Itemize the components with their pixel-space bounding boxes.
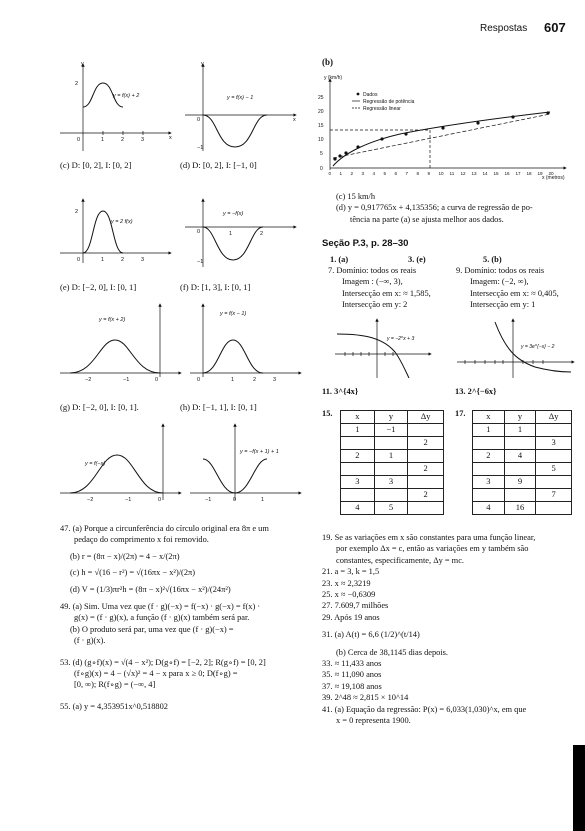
ans-49a-1: 49. (a) Sim. Uma vez que (f · g)(−x) = f(−x) · g(−x) = f(x) · (60, 602, 261, 612)
svg-text:2: 2 (121, 137, 125, 143)
ans-9-range: Imagem: (−2, ∞), (470, 277, 529, 287)
ans-9-xint: Intersecção em x: ≈ 0,405, (470, 288, 559, 298)
caption-d: (d) D: [0, 2], I: [−1, 0] (180, 160, 257, 170)
svg-text:2: 2 (253, 377, 257, 383)
running-header-title: Respostas (480, 23, 528, 34)
svg-text:0: 0 (155, 377, 159, 383)
table-15-label: 15. (322, 409, 333, 418)
cell: 7 (536, 489, 572, 502)
cell: 16 (504, 502, 536, 515)
xtick-label: 3 (361, 171, 365, 176)
ans-47a-2: pedaço do comprimento x foi removido. (74, 535, 209, 545)
cell: 2 (408, 463, 444, 476)
svg-text:0: 0 (197, 229, 201, 235)
fn-label-c: y = f(x) + 2 (113, 93, 140, 99)
legend-power: Regressão de potência (363, 99, 415, 105)
cell: 5 (536, 463, 572, 476)
graph-f-neg-x (60, 425, 180, 500)
cell: 9 (504, 476, 536, 489)
regression-answers (336, 191, 571, 225)
xtick-label: 6 (394, 171, 398, 176)
th-dy: Δy (408, 411, 444, 424)
caption-c: (c) D: [0, 2], I: [0, 2] (60, 160, 132, 170)
ans-21: 21. a = 3, k = 1,5 (322, 567, 380, 577)
xtick-label: 8 (416, 171, 420, 176)
ans-11: 11. 3^{4x} (322, 387, 359, 396)
ans-7-domain: 7. Domínio: todos os reais (328, 266, 417, 275)
xtick-label: 15 (493, 171, 499, 176)
svg-text:y: y (81, 61, 84, 67)
exp-graphs (335, 318, 575, 380)
ans-41-2: x = 0 representa 1900. (336, 716, 411, 726)
xtick-label: 18 (526, 171, 532, 176)
graph-d (185, 65, 295, 151)
ans-3: 3. (e) (408, 255, 426, 264)
ans-47d: (d) V = (1/3)πr²h = (8π − x)²√(16πx − x²)/(24π²) (70, 584, 231, 594)
svg-text:2: 2 (75, 81, 79, 87)
regression-chart (310, 70, 575, 185)
xtick-label: 17 (515, 171, 521, 176)
ans-c-speed: (c) 15 km/h (336, 192, 376, 201)
xtick-label: 12 (460, 171, 466, 176)
svg-text:−1: −1 (125, 497, 132, 503)
ans-49b-1: (b) O produto será par, uma vez que (f · g)(−x) = (70, 624, 234, 634)
xtick-label: 4 (372, 171, 376, 176)
xtick-label: 7 (405, 171, 409, 176)
ans-55: 55. (a) y = 4,353951x^0,518802 (60, 701, 168, 711)
th-dy: Δy (536, 411, 572, 424)
xtick-label: 9 (427, 171, 431, 176)
graph-g (60, 305, 180, 377)
regression-xlabel: x (metros) (542, 175, 565, 181)
th-y: y (374, 411, 408, 424)
cell: 2 (408, 489, 444, 502)
ans-d-linear-1: (d) y = 0,917765x + 4,135356; a curva de regressão de po- (336, 203, 533, 213)
table-17-label: 17. (455, 409, 466, 418)
ytick: 0 (320, 166, 323, 172)
ans-31b: (b) Cerca de 38,1145 dias depois. (336, 647, 449, 657)
fn-label-g: y = f(x + 2) (99, 317, 126, 323)
regression-ylabel: y (km/h) (324, 75, 343, 81)
cell: 4 (473, 502, 505, 515)
ans-35: 35. ≈ 11,090 anos (322, 670, 382, 680)
table-17 (472, 410, 572, 515)
cell: 3 (473, 476, 505, 489)
xtick-label: 13 (471, 171, 477, 176)
svg-text:x: x (169, 135, 172, 141)
caption-h: (h) D: [−1, 1], I: [0, 1] (180, 402, 257, 412)
ans-53-1: 53. (d) (g∘f)(x) = √(4 − x²); D(g∘f) = [−2, 2]; R(g∘f) = [0, 2] (60, 657, 266, 667)
svg-text:3: 3 (141, 137, 145, 143)
xtick-label: 1 (339, 171, 343, 176)
svg-text:1: 1 (231, 377, 235, 383)
ans-d-linear-2: tência na parte (a) se ajusta melhor aos dados. (350, 214, 504, 224)
cell: 4 (504, 450, 536, 463)
ans-29: 29. Após 19 anos (322, 612, 380, 622)
ans-7-yint: Intersecção em y: 2 (342, 300, 408, 310)
svg-text:1: 1 (229, 231, 233, 237)
cell: 1 (341, 424, 375, 437)
svg-text:1: 1 (261, 497, 265, 503)
ans-47c: (c) h = √(16 − r²) = √(16πx − x²)/(2π) (70, 568, 196, 578)
cell: 2 (408, 437, 444, 450)
cell: 1 (473, 424, 505, 437)
ans-19-1: 19. Se as variações em x são constantes para uma função linear, (322, 533, 536, 542)
ytick: 25 (318, 95, 324, 101)
exp-label-7: y = −2^x + 3 (387, 336, 415, 342)
ans-47a-1: 47. (a) Porque a circunferência do círculo original era 8π e um (60, 524, 269, 533)
svg-text:2: 2 (260, 231, 264, 237)
xtick-label: 2 (350, 171, 354, 176)
exp-label-9: y = 3e^{−x} − 2 (521, 344, 555, 350)
svg-text:0: 0 (77, 137, 81, 143)
svg-text:−1: −1 (205, 497, 212, 503)
svg-text:2: 2 (75, 209, 79, 215)
fn-label-d: y = f(x) − 1 (227, 95, 254, 101)
svg-text:2: 2 (121, 257, 125, 263)
ans-7-range: Imagem : (−∞, 3), (342, 277, 403, 287)
svg-text:0: 0 (197, 117, 201, 123)
svg-text:−2: −2 (85, 377, 92, 383)
left-answers (60, 523, 310, 712)
ans-25: 25. x ≈ −0,6309 (322, 590, 376, 600)
svg-text:0: 0 (158, 497, 162, 503)
table-15 (340, 410, 444, 515)
fn-label-e: y = 2 f(x) (111, 219, 133, 225)
ans-53-3: [0, ∞); R(f∘g) = (−∞, 4] (74, 680, 156, 690)
fn-label-fnegx: y = f(−x) (85, 461, 106, 467)
caption-e: (e) D: [−2, 0], I: [0, 1] (60, 282, 137, 292)
svg-text:1: 1 (101, 257, 105, 263)
xtick-label: 0 (328, 171, 332, 176)
ans-47b: (b) r = (8π − x)/(2π) = 4 − x/(2π) (70, 551, 180, 561)
xtick-label: 11 (449, 171, 455, 176)
ans-49b-2: (f · g)(x). (74, 636, 106, 646)
ans-13: 13. 2^{−6x} (455, 387, 497, 396)
fn-label-f: y = −f(x) (223, 211, 244, 217)
ytick: 5 (320, 151, 323, 157)
ans-5: 5. (b) (483, 255, 502, 264)
ans-1: 1. (a) (330, 255, 349, 264)
right-answers (322, 532, 572, 727)
ans-9-domain: 9. Domínio: todos os reais (456, 266, 545, 275)
graph-neg-f-shift (190, 425, 300, 500)
cell: −1 (374, 424, 408, 437)
fn-label-h: y = f(x − 1) (220, 311, 247, 317)
svg-text:3: 3 (273, 377, 277, 383)
ans-49a-2: g(x) = (f · g)(x), a função (f · g)(x) também será par. (74, 613, 250, 623)
svg-text:−1: −1 (123, 377, 130, 383)
ans-37: 37. ≈ 19,108 anos (322, 681, 382, 691)
xtick-label: 16 (504, 171, 510, 176)
svg-text:0: 0 (77, 257, 81, 263)
cell: 5 (374, 502, 408, 515)
page-number: 607 (544, 20, 566, 35)
ans-7 (328, 265, 431, 311)
cell: 2 (473, 450, 505, 463)
cell: 3 (536, 437, 572, 450)
th-x: x (473, 411, 505, 424)
page-edge-tab (573, 745, 585, 831)
svg-text:0: 0 (233, 497, 237, 503)
svg-text:0: 0 (197, 377, 201, 383)
cell: 1 (374, 450, 408, 463)
ans-31a: 31. (a) A(t) = 6,6 (1/2)^(t/14) (322, 630, 420, 640)
xtick-label: 20 (548, 171, 554, 176)
xtick-label: 10 (438, 171, 444, 176)
svg-text:−1: −1 (197, 259, 204, 265)
ans-39: 39. 2^48 ≈ 2,815 × 10^14 (322, 693, 409, 703)
caption-g: (g) D: [−2, 0], I: [0, 1]. (60, 402, 139, 412)
cell: 4 (341, 502, 375, 515)
svg-text:−1: −1 (197, 145, 204, 151)
th-y: y (504, 411, 536, 424)
cell: 1 (504, 424, 536, 437)
ans-27: 27. 7.609,7 milhões (322, 601, 389, 611)
cell: 3 (374, 476, 408, 489)
legend-linear: Regressão linear (363, 106, 401, 112)
xtick-label: 5 (383, 171, 387, 176)
ans-19-2: por exemplo Δx = c, então as variações em y também são (336, 544, 529, 554)
ans-53-2: (f∘g)(x) = 4 − (√x)² = 4 − x para x ≥ 0; D(f∘g) = (74, 669, 238, 679)
ytick: 10 (318, 137, 324, 143)
svg-text:3: 3 (141, 257, 145, 263)
cell: 3 (341, 476, 375, 489)
ans-9 (456, 265, 559, 311)
svg-text:−2: −2 (87, 497, 94, 503)
ytick: 15 (318, 123, 324, 129)
legend-dados: Dados (363, 92, 378, 98)
th-x: x (341, 411, 375, 424)
regression-label: (b) (322, 57, 333, 67)
ans-19-3: constantes, especificamente, Δy = mc. (336, 555, 465, 565)
xtick-label: 14 (482, 171, 488, 176)
svg-text:x: x (293, 117, 296, 123)
svg-text:y: y (201, 61, 204, 67)
ans-9-yint: Intersecção em y: 1 (470, 300, 536, 310)
cell: 2 (341, 450, 375, 463)
fn-label-negshift: y = −f(x + 1) + 1 (240, 449, 279, 455)
ans-23: 23. x ≈ 2,3219 (322, 578, 371, 588)
ans-7-xint: Intersecção em x: ≈ 1,585, (342, 288, 431, 298)
ans-33: 33. ≈ 11,433 anos (322, 659, 382, 669)
ytick: 20 (318, 109, 324, 115)
svg-text:1: 1 (101, 137, 105, 143)
xtick-label: 19 (537, 171, 543, 176)
section-heading: Seção P.3, p. 28–30 (322, 238, 409, 249)
caption-f: (f) D: [1, 3], I: [0, 1] (180, 282, 251, 292)
ans-41-1: 41. (a) Equação da regressão: P(x) = 6,033(1,030)^x, em que (322, 704, 527, 714)
